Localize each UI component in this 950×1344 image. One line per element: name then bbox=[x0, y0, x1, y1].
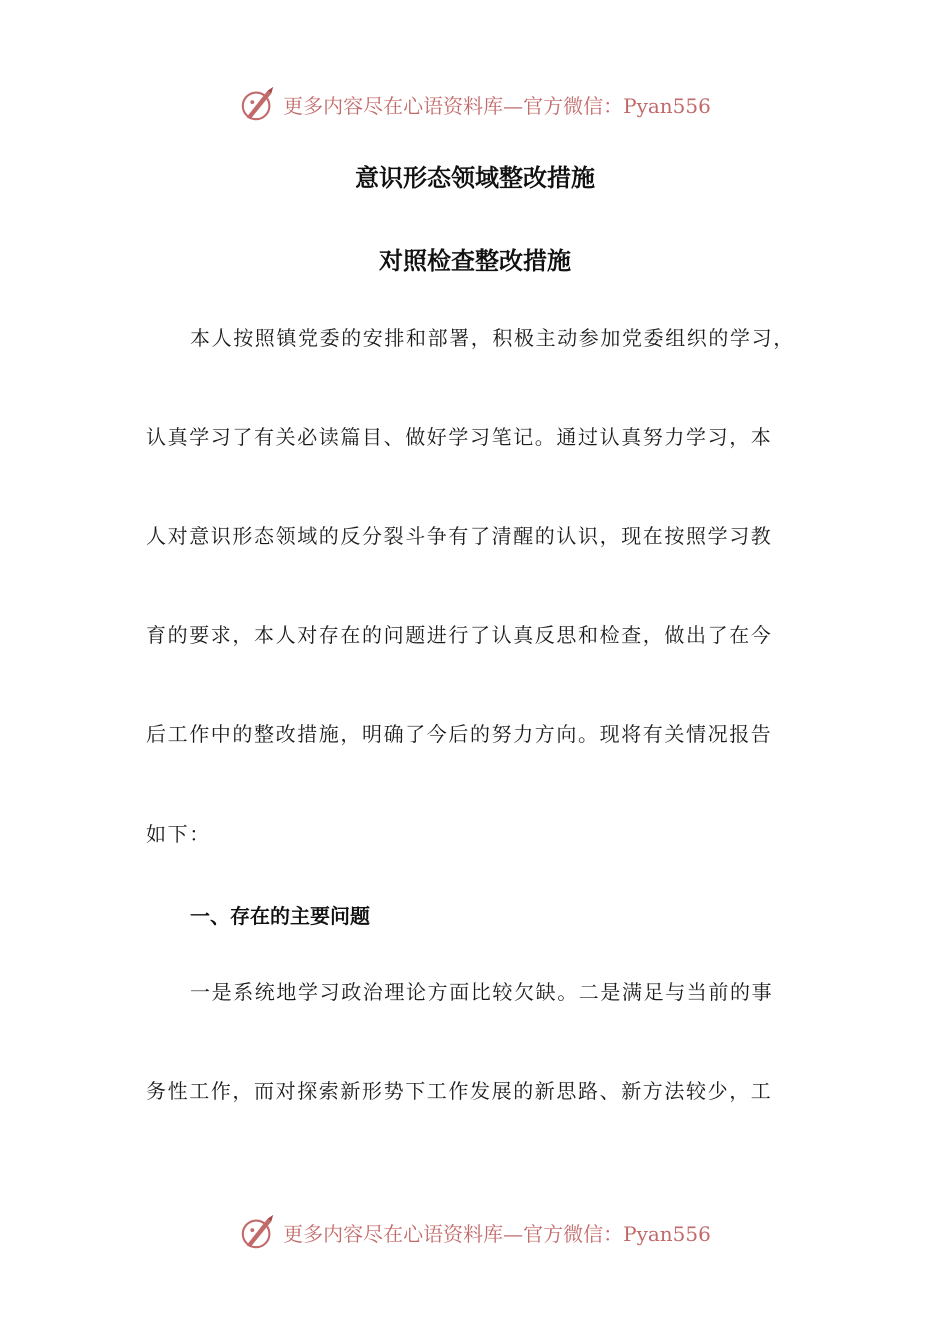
paragraph-line: 一是系统地学习政治理论方面比较欠缺。二是满足与当前的事 bbox=[190, 980, 774, 1004]
paragraph-line: 认真学习了有关必读篇目、做好学习笔记。通过认真努力学习，本 bbox=[146, 425, 773, 449]
paragraph-line: 如下： bbox=[146, 822, 211, 846]
section-heading: 一、存在的主要问题 bbox=[190, 904, 370, 928]
document-subtitle: 对照检查整改措施 bbox=[379, 247, 571, 275]
paragraph-line: 育的要求，本人对存在的问题进行了认真反思和检查，做出了在今 bbox=[146, 623, 773, 647]
footer-watermark-banner bbox=[0, 1212, 950, 1252]
watermark-text: 更多内容尽在心语资料库—官方微信：Pyan556 bbox=[283, 1221, 711, 1246]
watermark-text: 更多内容尽在心语资料库—官方微信：Pyan556 bbox=[283, 93, 711, 118]
document-title: 意识形态领域整改措施 bbox=[355, 164, 595, 192]
paragraph-line: 后工作中的整改措施，明确了今后的努力方向。现将有关情况报告 bbox=[146, 722, 773, 746]
paragraph-line: 务性工作，而对探索新形势下工作发展的新思路、新方法较少，工 bbox=[146, 1079, 773, 1103]
paragraph-line: 人对意识形态领域的反分裂斗争有了清醒的认识，现在按照学习教 bbox=[146, 524, 773, 548]
quill-pen-logo-icon bbox=[239, 1213, 277, 1251]
paragraph-line: 本人按照镇党委的安排和部署，积极主动参加党委组织的学习， bbox=[190, 326, 795, 350]
header-watermark-banner bbox=[0, 84, 950, 124]
quill-pen-logo-icon bbox=[239, 85, 277, 123]
